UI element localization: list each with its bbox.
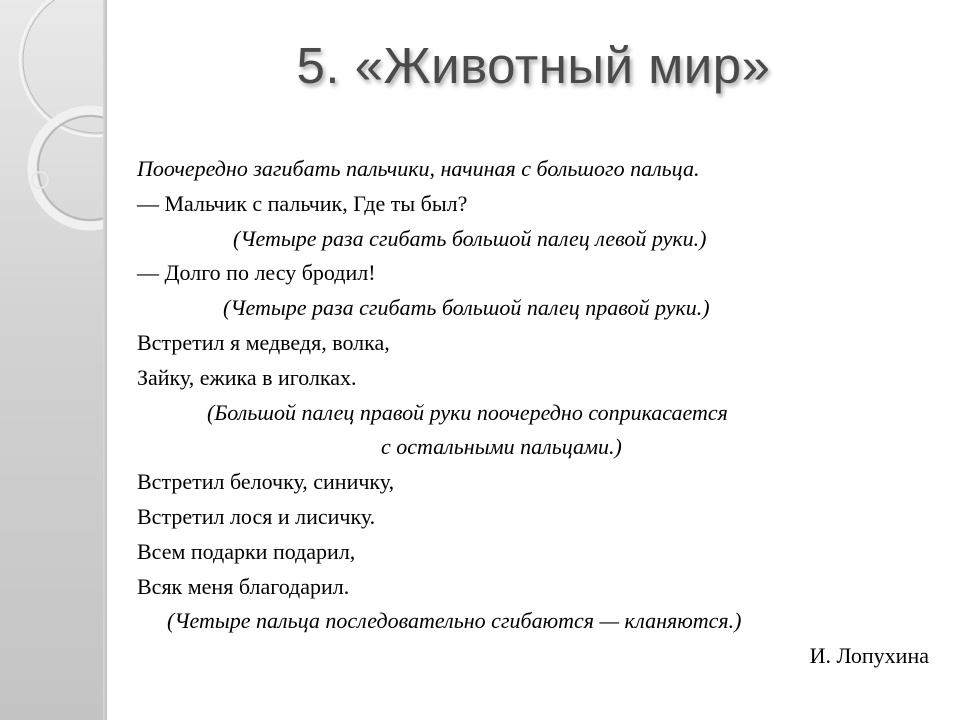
instruction-line: (Четыре раза сгибать большой палец правой руки.): [223, 295, 710, 321]
poem-line: Зайку, ежика в иголках.: [137, 364, 357, 390]
instruction-line: (Четыре раза сгибать большой палец левой руки.): [233, 225, 707, 251]
circle-decoration: [0, 0, 107, 720]
poem-line: Всем подарки подарил,: [137, 538, 356, 564]
sidebar-edge: [103, 0, 107, 720]
poem-text: [137, 152, 937, 674]
poem-line: Встретил лося и лисичку.: [137, 503, 376, 529]
poem-line: Встретил белочку, синичку,: [137, 469, 395, 495]
slide-title: 5. «Животный мир»: [296, 37, 771, 94]
poem-line: Встретил я медведя, волка,: [137, 329, 390, 355]
poem-line: — Долго по лесу бродил!: [137, 260, 376, 286]
instruction-line: (Большой палец правой руки поочередно соприкасается: [207, 399, 728, 425]
instruction-line: с остальными пальцами.): [381, 434, 622, 460]
poem-line: Всяк меня благодарил.: [137, 573, 350, 599]
instruction-line: Поочередно загибать пальчики, начиная с большого пальца.: [137, 156, 700, 181]
ring-outline: [32, 110, 107, 226]
decorative-sidebar: [0, 0, 107, 720]
instruction-line: (Четыре пальца последовательно сгибаются — кланяются.): [167, 608, 742, 634]
author-name: И. Лопухина: [809, 643, 929, 669]
poem-line: — Мальчик с пальчик, Где ты был?: [137, 190, 468, 216]
